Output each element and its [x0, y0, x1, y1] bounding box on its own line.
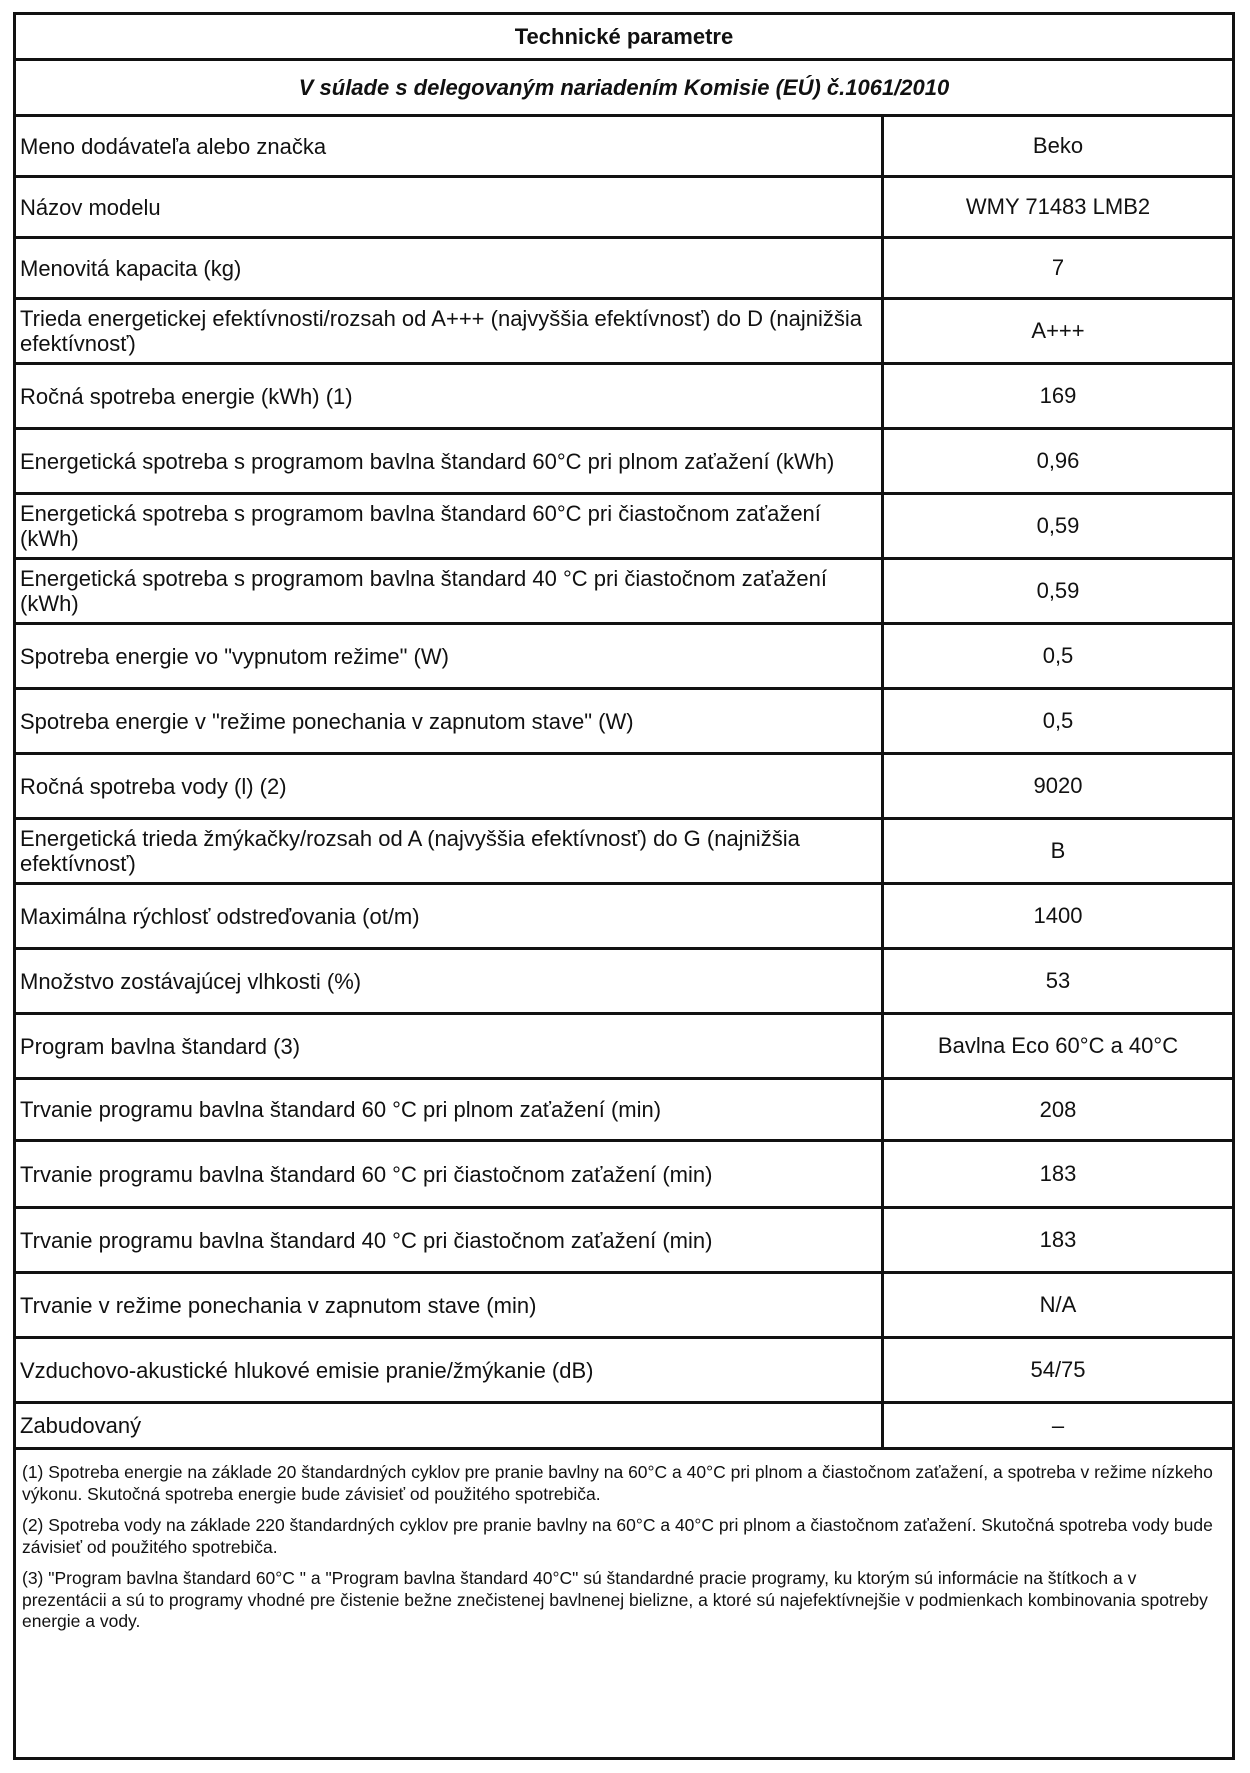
table-row [16, 690, 1232, 755]
row-label: Trvanie programu bavlna štandard 60 °C pri plnom zaťažení (min) [16, 1080, 884, 1139]
table-row [16, 178, 1232, 239]
row-label: Menovitá kapacita (kg) [16, 239, 884, 297]
table-row [16, 885, 1232, 950]
row-label: Trieda energetickej efektívnosti/rozsah od A+++ (najvyššia efektívnosť) do D (najnižšia efektívnosť) [16, 300, 884, 362]
sheet-subtitle: V súlade s delegovaným nariadením Komisie (EÚ) č.1061/2010 [16, 61, 1232, 117]
row-value: 53 [1045, 968, 1071, 993]
row-value: 0,96 [1036, 448, 1080, 473]
row-label: Množstvo zostávajúcej vlhkosti (%) [16, 950, 884, 1012]
row-label: Maximálna rýchlosť odstreďovania (ot/m) [16, 885, 884, 947]
row-value: – [1051, 1412, 1065, 1438]
footnotes [16, 1450, 1232, 1633]
row-label: Trvanie programu bavlna štandard 40 °C pri čiastočnom zaťažení (min) [16, 1209, 884, 1271]
row-value: 183 [1039, 1227, 1077, 1252]
table-row [16, 625, 1232, 690]
table-row [16, 820, 1232, 885]
row-value: WMY 71483 LMB2 [965, 194, 1151, 219]
table-row [16, 430, 1232, 495]
row-label: Energetická trieda žmýkačky/rozsah od A (najvyššia efektívnosť) do G (najnižšia efektívnosť) [16, 820, 884, 882]
table-row [16, 365, 1232, 430]
table-row [16, 1339, 1232, 1404]
row-value: Bavlna Eco 60°C a 40°C [937, 1033, 1179, 1058]
footnote-2: (2) Spotreba vody na základe 220 štandardných cyklov pre pranie bavlny na 60°C a 40°C pri plnom a čiastočnom zaťažení. Skutočná spotreba vody bude závisieť od použitého spotrebiča. [22, 1515, 1213, 1557]
table-row [16, 1080, 1232, 1142]
row-label: Energetická spotreba s programom bavlna štandard 60°C pri plnom zaťažení (kWh) [16, 430, 884, 492]
row-value: Beko [1032, 133, 1084, 158]
row-label: Trvanie v režime ponechania v zapnutom stave (min) [16, 1274, 884, 1336]
table-row [16, 755, 1232, 820]
footnote-3: (3) "Program bavlna štandard 60°C " a "Program bavlna štandard 40°C" sú štandardné pracie programy, ku ktorým sú informácie na štítkoch a v prezentácii a sú to programy vhodné pre čistenie bežne znečistenej bavlnenej bielizne, a ktoré sú najefektívnejšie v podmienkach kombinovania spotreby energie a vody. [22, 1568, 1208, 1631]
row-label: Trvanie programu bavlna štandard 60 °C pri čiastočnom zaťažení (min) [16, 1142, 884, 1206]
row-value: 183 [1039, 1161, 1077, 1186]
row-value: 169 [1039, 383, 1077, 408]
sheet-title: Technické parametre [16, 15, 1232, 61]
table-row [16, 1015, 1232, 1080]
row-label: Spotreba energie vo "vypnutom režime" (W) [16, 625, 884, 687]
spec-table [16, 117, 1232, 1450]
row-label: Vzduchovo-akustické hlukové emisie pranie/žmýkanie (dB) [16, 1339, 884, 1401]
row-label: Meno dodávateľa alebo značka [16, 117, 884, 175]
row-value: 0,5 [1042, 643, 1074, 668]
table-row [16, 1404, 1232, 1450]
row-value: 0,59 [1036, 513, 1080, 538]
row-label: Program bavlna štandard (3) [16, 1015, 884, 1077]
footnote-1: (1) Spotreba energie na základe 20 štandardných cyklov pre pranie bavlny na 60°C a 40°C pri plnom a čiastočnom zaťažení, a spotreba v režime nízkeho výkonu. Skutočná spotreba energie bude závisieť od použitého spotrebiča. [22, 1462, 1213, 1504]
row-label: Zabudovaný [16, 1404, 884, 1447]
row-value: N/A [1039, 1292, 1077, 1317]
row-label: Názov modelu [16, 178, 884, 236]
row-value: 208 [1039, 1096, 1077, 1122]
table-row [16, 950, 1232, 1015]
table-row [16, 300, 1232, 365]
row-value: 0,59 [1036, 578, 1080, 603]
row-value: 54/75 [1030, 1357, 1086, 1382]
row-value: A+++ [1031, 318, 1085, 343]
row-label: Energetická spotreba s programom bavlna štandard 60°C pri čiastočnom zaťažení (kWh) [16, 495, 884, 557]
table-row [16, 239, 1232, 300]
table-row [16, 1142, 1232, 1209]
row-label: Energetická spotreba s programom bavlna štandard 40 °C pri čiastočnom zaťažení (kWh) [16, 560, 884, 622]
row-value: 1400 [1033, 903, 1083, 928]
row-label: Ročná spotreba energie (kWh) (1) [16, 365, 884, 427]
row-value: 0,5 [1042, 708, 1074, 733]
row-label: Spotreba energie v "režime ponechania v zapnutom stave" (W) [16, 690, 884, 752]
row-label: Ročná spotreba vody (l) (2) [16, 755, 884, 817]
table-row [16, 560, 1232, 625]
row-value: 9020 [1033, 773, 1083, 798]
table-row [16, 495, 1232, 560]
table-row [16, 1209, 1232, 1274]
table-row [16, 117, 1232, 178]
table-row [16, 1274, 1232, 1339]
row-value: 7 [1051, 255, 1065, 280]
spec-sheet [13, 12, 1235, 1760]
row-value: B [1050, 838, 1066, 863]
